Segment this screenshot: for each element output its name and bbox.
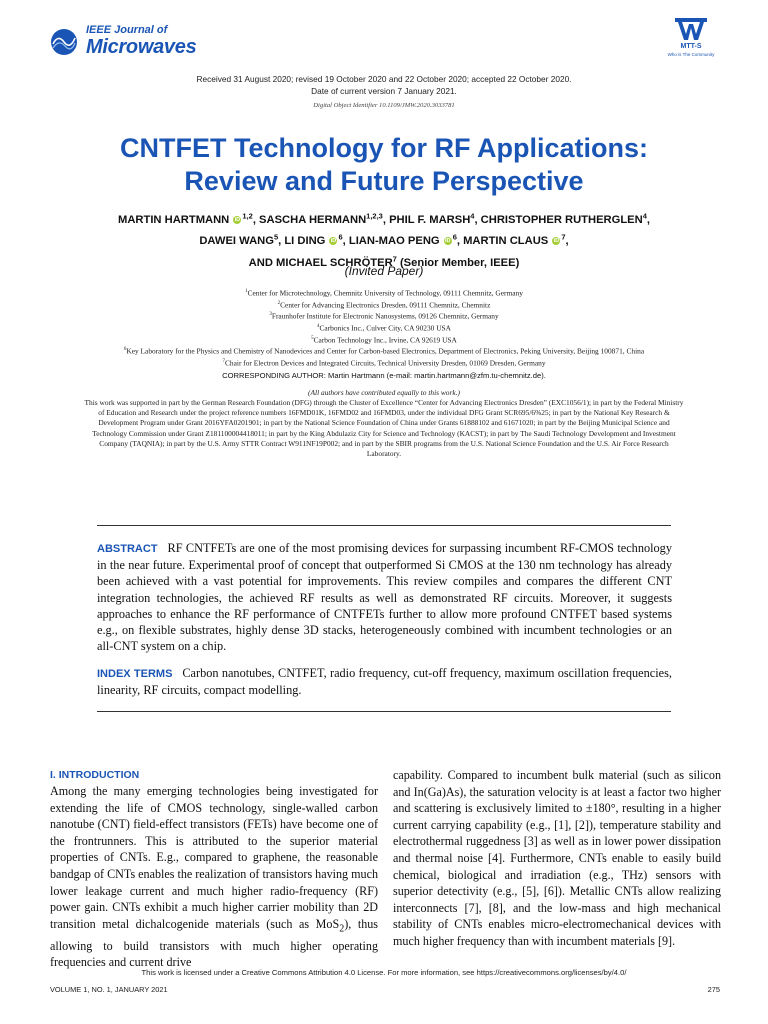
index-terms-label: INDEX TERMS xyxy=(97,668,173,680)
license-notice: This work is licensed under a Creative Commons Attribution 4.0 License. For more information, see https://creativecommons.org/licenses/by/4.0/ xyxy=(141,968,627,977)
doi: Digital Object Identifier 10.1109/JMW.2020.3033781 xyxy=(313,102,455,109)
abstract-bottom-rule xyxy=(97,711,671,712)
affiliation-list xyxy=(60,287,708,369)
page-number: 275 xyxy=(707,985,720,994)
author-affiliation-ref: 1,2 xyxy=(242,211,253,220)
author-name: LI DING xyxy=(284,235,326,248)
author-affiliation-ref: 6 xyxy=(338,232,343,242)
equal-contribution-note: (All authors have contributed equally to this work.) xyxy=(308,388,460,397)
abstract-text: RF CNTFETs are one of the most promising devices for surpassing incumbent RF-CMOS technology in the near future. Experimental proof of concept that outperformed Si CMOS at the 130 nm technology has already been achieved with a vast potential for improvements. This review compiles and compares the different CNT integration technologies, the achieved RF results as well as demonstrated RF circuits. Moreover, it suggests approaches to enhance the RF performance of CNTFETs further to allow more profound CNTFET based systems e.g., on flexible substrates, highly dense 3D stacks, heterogeneously combined with incumbent technologies or an all-CNT system on a chip. xyxy=(97,541,672,654)
author-name: DAWEI WANG xyxy=(199,235,274,248)
author-affiliation-ref: 1,2,3 xyxy=(366,211,383,220)
dates-current-version: Date of current version 7 January 2021. xyxy=(311,86,457,96)
article-dates xyxy=(0,73,768,97)
author-name: LIAN-MAO PENG xyxy=(348,235,440,248)
society-logo xyxy=(660,14,722,64)
abstract xyxy=(97,540,672,654)
author-affiliation-ref: 5 xyxy=(273,232,279,242)
author: PHIL F. MARSH$^4$, xyxy=(389,211,481,226)
paper-title-line-2: Review and Future Perspective xyxy=(184,166,584,196)
body-column-left: Among the many emerging technologies being investigated for extending the life of CMOS technology, single-walled carbon nanotube (CNT) field-effect transistors (FETs) have become one of the frontrunners. This is attributed to the superior material properties of CNTs. E.g., compared to graphene, the reasonable bandgap of CNTs enables the realization of transistors having much lower leakage current and much higher radio-frequency (RF) power gain. CNTs exhibit a much higher carrier mobility than 2D transition metal dichalcogenide materials (such as MoS$_2$), thus allowing to build transistors with much higher operating frequencies and current drive xyxy=(50,784,378,970)
society-name: MTT-S xyxy=(680,43,702,50)
author-name: CHRISTOPHER RUTHERGLEN xyxy=(480,213,643,226)
footer-volume: VOLUME 1, NO. 1, JANUARY 2021 xyxy=(50,985,168,994)
author-name: PHIL F. MARSH xyxy=(389,213,471,226)
author: SASCHA HERMANN$^{1,2,3}$, xyxy=(259,211,390,226)
abstract-label: ABSTRACT xyxy=(97,543,158,555)
author: AND MICHAEL SCHRÖTER$^7$ (Senior Member, IEEE) xyxy=(248,254,520,270)
author-list xyxy=(40,207,728,272)
author-name: MARTIN CLAUS xyxy=(463,235,549,248)
abstract-top-rule xyxy=(97,525,671,526)
paper-title-line-1: CNTFET Technology for RF Applications: xyxy=(120,133,648,163)
corresponding-author: CORRESPONDING AUTHOR: Martin Hartmann (e-mail: martin.hartmann@zfm.tu-chemnitz.de). xyxy=(222,371,546,380)
author-affiliation-ref: 7 xyxy=(392,254,397,264)
affiliation: $^1$Center for Microtechnology, Chemnitz University of Technology, 09111 Chemnitz, Germany xyxy=(245,288,523,298)
author: DAWEI WANG$^5$, xyxy=(199,232,285,248)
funding-statement: This work was supported in part by the German Research Foundation (DFG) through the Cluster of Excellence “Center for Advancing Electronics Dresden” (EXC1056/1); in part by the Federal Ministry of Education and Research under the project reference numbers 16FMD01K, 16FMD02 and 16FMD03, under the individual DFG Grant SCR695/6%25; in part by the National Key Research & Development Program under Grant 2016YFA0201901; in part by the National Science Foundation of China under Grants 61888102 and 61671020; in part by the Beijing Municipal Science and Technology Commission under Grant Z181100004418011; in part by the King Abdulaziz City for Science and Technology (KACST); in part by The Saudi Technology Development and Investment Company (TAQNIA); in part by the U.S. Army STTR Contract W911NF19P002; and in part by the SBIR programs from the U.S. National Science Foundation and the U.S. Air Force Research Laboratory. xyxy=(84,398,684,459)
index-terms-text: Carbon nanotubes, CNTFET, radio frequency, cut-off frequency, maximum oscillation frequencies, linearity, RF circuits, compact modelling. xyxy=(97,666,672,698)
dates-received: Received 31 August 2020; revised 19 October 2020 and 22 October 2020; accepted 22 October 2020. xyxy=(196,74,572,84)
author-name: AND MICHAEL SCHRÖTER xyxy=(248,257,393,270)
journal-name: Microwaves xyxy=(86,36,197,58)
affiliation: $^2$Center for Advancing Electronics Dresden, 09111 Chemnitz, Chemnitz xyxy=(277,300,491,310)
author-name: MARTIN HARTMANN xyxy=(118,213,230,226)
affiliation: $^3$Fraunhofer Institute for Electronic Nanosystems, 09126 Chemnitz, Germany xyxy=(269,311,499,321)
affiliation: $^7$Chair for Electron Devices and Integrated Circuits, Technical University Dresden, 01069 Dresden, Germany xyxy=(222,358,546,368)
author-affiliation-ref: 7 xyxy=(561,232,566,242)
orcid-icon[interactable]: iD xyxy=(234,216,241,223)
orcid-icon[interactable]: iD xyxy=(330,238,337,245)
affiliation: $^5$Carbon Technology Inc., Irvine, CA 92619 USA xyxy=(311,335,457,345)
author: CHRISTOPHER RUTHERGLEN$^4$, xyxy=(480,211,650,226)
author-affiliation-ref: 4 xyxy=(470,211,475,220)
author-affiliation-ref: 6 xyxy=(452,232,457,242)
journal-name-small: IEEE Journal of xyxy=(86,24,168,36)
author: MARTIN CLAUS iD $^7$, xyxy=(463,232,569,248)
affiliation: $^6$Key Laboratory for the Physics and Chemistry of Nanodevices and Center for Carbon-based Electronics, Department of Electronics, Peking University, Beijing 100871, China xyxy=(123,346,645,356)
journal-logo xyxy=(50,22,250,62)
author: LIAN-MAO PENG iD $^6$, xyxy=(348,232,464,248)
invited-paper-note: (Invited Paper) xyxy=(344,264,424,278)
section-heading: I. INTRODUCTION xyxy=(50,769,140,781)
author-affiliation-ref: 4 xyxy=(642,211,647,220)
body-column-right: capability. Compared to incumbent bulk material (such as silicon and In(Ga)As), the saturation velocity is at least a factor two higher and scattering is exclusively limited to ±180°, resulting in a higher current carrying capability (e.g., [1], [2]), temperature stability and electrothermal ruggedness [3] as well as in lower power dissipation and thermal noise [4]. Furthermore, CNTs enable to easily build chemical, biological and irradiation (e.g., THz) sensors with superior detectivity (e.g., [5], [6]). Metallic CNTs allow realizing interconnects [7], [8], and the low-mass and high mechanical stability of CNTs enables micro-electromechanical devices with much higher frequency than with incumbent materials [9]. xyxy=(393,768,721,948)
author-name: SASCHA HERMANN xyxy=(259,213,367,226)
affiliation: $^4$Carbonics Inc., Culver City, CA 90230 USA xyxy=(316,323,452,333)
paper-title xyxy=(0,132,768,198)
journal-globe-icon xyxy=(50,28,78,56)
mtt-s-emblem-icon xyxy=(660,14,722,44)
orcid-icon[interactable]: iD xyxy=(553,238,560,245)
orcid-icon[interactable]: iD xyxy=(444,238,451,245)
author: MARTIN HARTMANN iD $^{1,2}$, xyxy=(118,211,260,226)
index-terms xyxy=(97,665,672,698)
society-tagline: Who is The Community xyxy=(667,52,715,57)
author: LI DING iD $^6$, xyxy=(284,232,349,248)
